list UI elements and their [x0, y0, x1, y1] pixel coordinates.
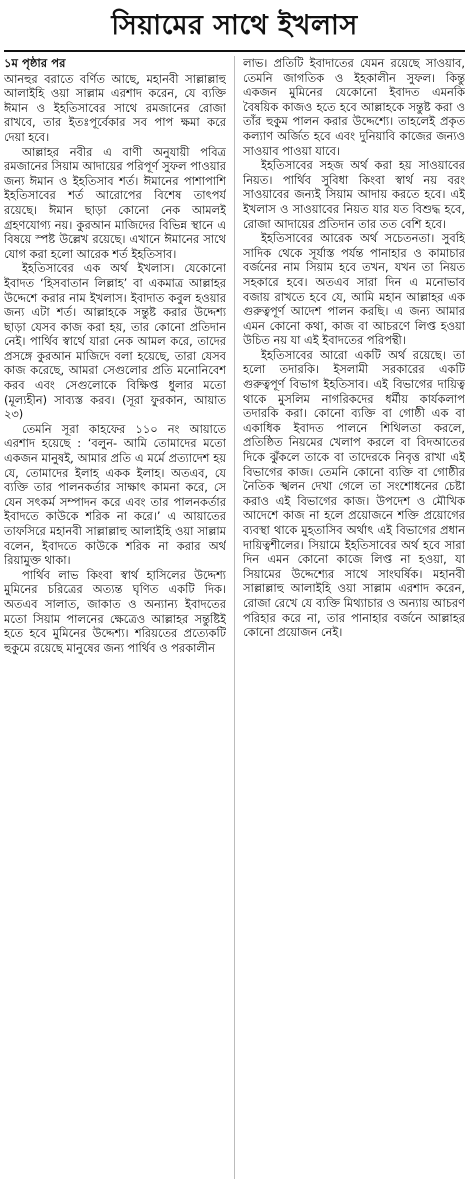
column-divider — [234, 56, 235, 1179]
newspaper-article — [0, 4, 469, 1183]
paragraph: ইহতিসাবের সহজ অর্থ করা হয় সাওয়াবের নিয়ত। পার্থিব সুবিধা কিংবা স্বার্থ নয় বরং সাওয়াবের জন্যই সিয়াম আদায় করতে হবে। এই ইখলাস ও সাওয়াবের নিয়ত যার যত বিশুদ্ধ হবে, রোজা আদায়ের প্রতিদান তার তত বেশি হবে। — [243, 158, 465, 231]
article-body — [4, 56, 465, 1179]
column-left — [4, 56, 226, 1179]
paragraph: ইহতিসাবের আরো একটি অর্থ রয়েছে। তা হলো তদারকি। ইসলামী সরকারের একটি গুরুত্বপূর্ণ বিভাগ ইহতিসাব। এই বিভাগের দায়িত্ব থাকে মুসলিম নাগরিকদের ধর্মীয় কার্যকলাপ তদারকি করা। কোনো ব্যক্তি বা গোষ্ঠী এক বা একাধিক ইবাদত পালনে শিথিলতা করলে, প্রতিষ্ঠিত নিয়মের খেলাপ করলে বা বিদআতের দিকে ঝুঁকলে তাকে বা তাদেরকে নিবৃত্ত রাখা এই বিভাগের কাজ। তেমনি কোনো ব্যক্তি বা গোষ্ঠীর নৈতিক স্খলন দেখা গেলে তা সংশোধনের চেষ্টা করাও এই বিভাগের কাজ। উপদেশ ও মৌখিক আদেশে কাজ না হলে প্রয়োজনে শক্তি প্রয়োগের ব্যবস্থা থাকে মুহতাসিব অর্থাৎ এই বিভাগের প্রধান দায়িত্বশীলের। সিয়ামে ইহতিসাবের অর্থ হবে সারা দিন এমন কোনো কাজে লিপ্ত না হওয়া, যা সিয়ামের উদ্দেশ্যের সাথে সাংঘর্ষিক। মহানবী সাল্লাল্লাহু আলাইহি ওয়া সাল্লাম এরশাদ করেন, রোজা রেখে যে ব্যক্তি মিথ্যাচার ও অন্যায় আচরণ পরিহার করে না, তার পানাহার বর্জনে আল্লাহর কোনো প্রয়োজন নেই। — [243, 347, 465, 640]
column-right — [243, 56, 465, 1179]
paragraph: লাভ। প্রতিটি ইবাদাতের যেমন রয়েছে সাওয়াব, তেমনি জাগতিক ও ইহকালীন সুফল। কিন্তু একজন মুমিনের যেকোনো ইবাদত এমনকি বৈষয়িক কাজও হতে হবে আল্লাহকে সন্তুষ্ট করা ও তাঁর হুকুম পালন করার উদ্দেশ্যে। তাহলেই প্রকৃত কল্যাণ অর্জিত হবে এবং দুনিয়াবি কাজের জন্যও সাওয়াব পাওয়া যাবে। — [243, 56, 465, 158]
paragraph: আনহুর বরাতে বর্ণিত আছে, মহানবী সাল্লাল্লাহু আলাইহি ওয়া সাল্লাম এরশাদ করেন, যে ব্যক্তি ঈমান ও ইহতিসাবের সাথে রমজানের রোজা রাখবে, তার ইতঃপূর্বেকার সব পাপ ক্ষমা করে দেয়া হবে। — [4, 71, 226, 144]
continuation-kicker: ১ম পৃষ্ঠার পর — [4, 56, 66, 70]
article-headline: সিয়ামের সাথে ইখলাস — [4, 4, 465, 52]
paragraph: পার্থিব লাভ কিংবা স্বার্থ হাসিলের উদ্দেশ্য মুমিনের চরিত্রের অত্যন্ত ঘৃণিত একটি দিক। অতএব সালাত, জাকাত ও অন্যান্য ইবাদতের মতো সিয়াম পালনের ক্ষেত্রেও আল্লাহর সন্তুষ্টিই হতে হবে মুমিনের উদ্দেশ্য। শরিয়তের প্রত্যেকটি হুকুমে রয়েছে মানুষের জন্য পার্থিব ও পরকালীন — [4, 567, 226, 655]
paragraph: আল্লাহর নবীর এ বাণী অনুযায়ী পবিত্র রমজানের সিয়াম আদায়ের পরিপূর্ণ সুফল পাওয়ার জন্য ঈমান ও ইহতিসাব শর্ত। ঈমানের পাশাপাশি ইহতিসাবের শর্ত আরোপের বিশেষ তাৎপর্য রয়েছে। ঈমান ছাড়া কোনো নেক আমলই গ্রহণযোগ্য নয়। কুরআন মাজিদের বিভিন্ন স্থানে এ বিষয়ে স্পষ্ট উল্লেখ রয়েছে। এখানে ঈমানের সাথে যোগ করা হলো আরেক শর্ত ইহতিসাব। — [4, 144, 226, 261]
paragraph: ইহতিসাবের এক অর্থ ইখলাস। যেকোনো ইবাদত ‘হিসবাতান লিল্লাহ’ বা একমাত্র আল্লাহর উদ্দেশে করার নাম ইখলাস। ইবাদাত কবুল হওয়ার জন্য এটা শর্ত। আল্লাহকে সন্তুষ্ট করার উদ্দেশ্য ছাড়া যেসব কাজ করা হয়, তার কোনো প্রতিদান নেই। পার্থিব স্বার্থে যারা নেক আমল করে, তাদের প্রসঙ্গে কুরআন মাজিদে বলা হয়েছে, তারা যেসব কাজ করেছে, আমরা সেগুলোর প্রতি মনোনিবেশ করব এবং সেগুলোকে বিক্ষিপ্ত ধুলার মতো (মূল্যহীন) সাব্যস্ত করব। (সূরা ফুরকান, আয়াত ২৩) — [4, 261, 226, 422]
paragraph: তেমনি সূরা কাহফের ১১০ নং আয়াতে এরশাদ হয়েছে : ‘বলুন- আমি তোমাদের মতো একজন মানুষই, আমার প্রতি এ মর্মে প্রত্যাদেশ হয় যে, তোমাদের ইলাহ একক ইলাহ। অতএব, যে ব্যক্তি তার পালনকর্তার সাক্ষাৎ কামনা করে, সে যেন সৎকর্ম সম্পাদন করে এবং তার পালনকর্তার ইবাদতে কাউকে শরিক না করে।’ এ আয়াতের তাফসিরে মহানবী সাল্লাল্লাহু আলাইহি ওয়া সাল্লাম বলেন, ইবাদতে কাউকে শরিক না করার অর্থ রিয়ামুক্ত থাকা। — [4, 421, 226, 568]
paragraph: ইহতিসাবের আরেক অর্থ সচেতনতা। সুবহি সাদিক থেকে সূর্যাস্ত পর্যন্ত পানাহার ও কামাচার বর্জনের নাম সিয়াম হবে তখন, যখন তা নিয়ত সহকারে হবে। অতএব সারা দিন এ মনোভাব বজায় রাখতে হবে যে, আমি মহান আল্লাহর এক গুরুত্বপূর্ণ আদেশ পালন করছি। এ জন্য আমার এমন কোনো কথা, কাজ বা আচরণে লিপ্ত হওয়া উচিত নয় যা এই ইবাদতের পরিপন্থী। — [243, 231, 465, 348]
